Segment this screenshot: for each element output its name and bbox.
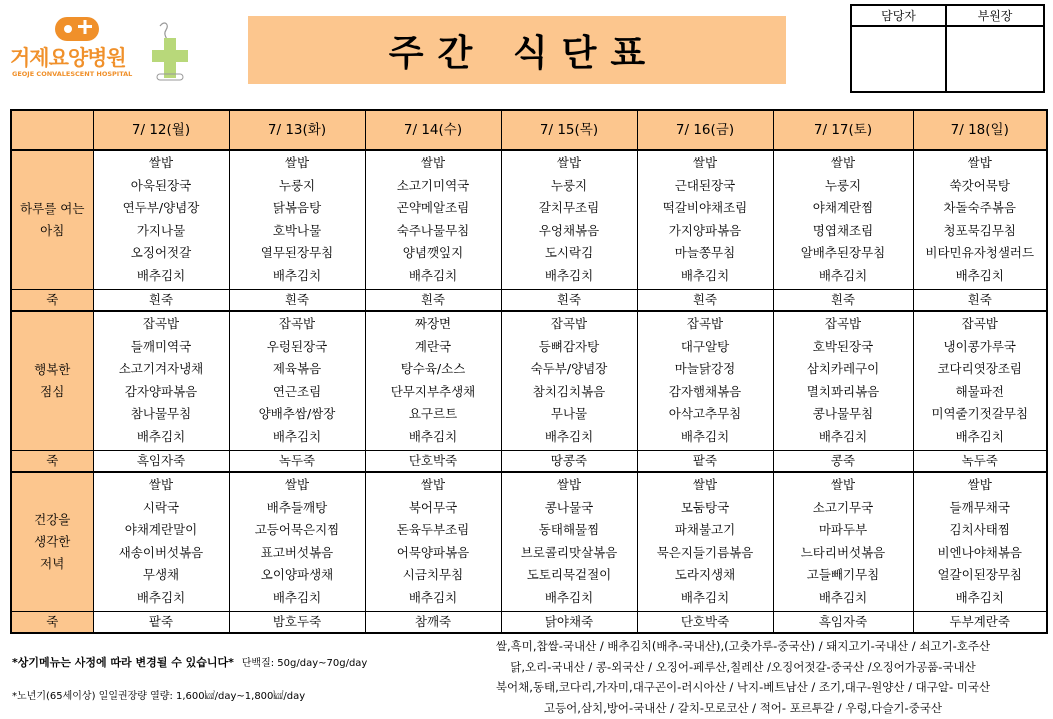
- approval-manager-sign: [851, 26, 946, 92]
- origin-line: 닭,오리-국내산 / 콩-외국산 / 오징어-페루산,칠레산 /오징어젓갈-중국산 /오징어가공품-국내산: [510, 659, 976, 674]
- breakfast-juk-cell: 흰죽: [913, 290, 1047, 312]
- menu-item: 쑥갓어묵탕: [949, 177, 1010, 193]
- dinner-juk-cell: 두부계란죽: [913, 612, 1047, 634]
- menu-item: 오징어젓갈: [130, 245, 192, 260]
- menu-item: 쌀밥: [420, 477, 446, 492]
- menu-item: 소고기무국: [812, 499, 874, 515]
- approval-deputy-label: 부원장: [946, 5, 1044, 26]
- menu-item: 쌀밥: [692, 155, 718, 170]
- menu-item: 도시락김: [544, 245, 594, 260]
- lunch-label-line: 점심: [40, 384, 65, 399]
- menu-item: 연두부/양념장: [122, 200, 200, 215]
- breakfast-menu-cell: [773, 150, 913, 290]
- menu-item: 무나물: [550, 406, 588, 421]
- menu-item: 파채불고기: [674, 522, 736, 537]
- menu-item: 양배추쌈/쌈장: [258, 406, 336, 421]
- dinner-menu-cell: [365, 472, 501, 612]
- logo-name: 거제요양병원: [10, 46, 126, 70]
- menu-item: 가지양파볶음: [668, 222, 742, 238]
- lunch-juk-cell: 팥죽: [637, 451, 773, 473]
- menu-item: 배추김치: [408, 428, 458, 444]
- lunch-menu-cell: [501, 311, 637, 451]
- menu-item: 쌀밥: [967, 155, 992, 170]
- menu-item: 해물파전: [955, 383, 1004, 399]
- dinner-juk-cell: 팥죽: [93, 612, 229, 634]
- menu-item: 모둠탕국: [680, 499, 730, 515]
- menu-item: 도라지생채: [674, 567, 736, 582]
- breakfast-juk-cell: 흰죽: [501, 290, 637, 312]
- menu-item: 청포묵김무침: [943, 222, 1016, 238]
- breakfast-menu-cell: [637, 150, 773, 290]
- breakfast-juk-cell: 흰죽: [229, 290, 365, 312]
- menu-item: 시락국: [142, 499, 180, 515]
- menu-item: 배추김치: [818, 267, 868, 283]
- menu-item: 잡곡밥: [824, 316, 862, 331]
- approval-deputy-sign: [946, 26, 1044, 92]
- hospital-logo: [8, 10, 188, 80]
- weekly-menu-table: [10, 109, 1048, 634]
- menu-item: 배추김치: [408, 589, 458, 605]
- day-header: 7/ 13(화): [229, 110, 365, 150]
- menu-item: 배추김치: [955, 267, 1004, 283]
- lunch-menu-cell: [637, 311, 773, 451]
- menu-item: 잡곡밥: [961, 316, 998, 331]
- menu-item: 돈육두부조림: [396, 522, 470, 537]
- breakfast-juk-cell: 흰죽: [773, 290, 913, 312]
- day-header: 7/ 12(월): [93, 110, 229, 150]
- breakfast-juk-row: [11, 290, 1047, 312]
- menu-item: 쌀밥: [556, 155, 582, 170]
- menu-item: 양념깻잎지: [402, 245, 464, 260]
- menu-item: 가지나물: [136, 222, 186, 238]
- dinner-menu-cell: [229, 472, 365, 612]
- menu-item: 코다리엿장조림: [937, 361, 1023, 376]
- dinner-juk-row: [11, 612, 1047, 634]
- header-corner: [11, 110, 93, 150]
- cross-icon: [148, 18, 194, 88]
- menu-item: 누룽지: [278, 177, 316, 193]
- menu-item: 쌀밥: [830, 155, 856, 170]
- notes: [12, 654, 432, 702]
- dinner-juk-cell: 닭야채죽: [501, 612, 637, 634]
- dinner-label-line: 저녁: [40, 556, 65, 571]
- menu-item: 닭볶음탕: [272, 200, 322, 215]
- protein-note: 단백질: 50g/day~70g/day: [241, 658, 368, 669]
- menu-item: 마늘쫑무침: [674, 245, 736, 260]
- menu-item: 알배추된장무침: [800, 245, 886, 260]
- menu-item: 짜장면: [414, 316, 452, 331]
- change-notice: *상기메뉴는 사정에 따라 변경될 수 있습니다*: [12, 656, 234, 669]
- dinner-menu-cell: [913, 472, 1047, 612]
- menu-item: 마늘닭강정: [674, 361, 736, 376]
- breakfast-label-line: 하루를 여는: [20, 201, 85, 216]
- dinner-label-line: 생각한: [34, 534, 71, 549]
- lunch-juk-label: 죽: [11, 451, 93, 473]
- menu-item: 우렁된장국: [266, 338, 328, 354]
- menu-item: 갈치무조림: [538, 200, 600, 215]
- menu-item: 소고기겨자냉채: [118, 361, 204, 376]
- menu-item: 묵은지들기름볶음: [656, 544, 754, 560]
- menu-item: 배추김치: [272, 267, 322, 283]
- origin-line: 북어채,동태,코다리,가자미,대구곤이-러시아산 / 낙지-베트남산 / 조기,대구-원양산 / 대구알- 미국산: [495, 680, 991, 694]
- breakfast-row: [11, 150, 1047, 290]
- menu-item: 어묵양파볶음: [396, 544, 470, 560]
- menu-item: 마파두부: [818, 522, 868, 537]
- menu-item: 얼갈이된장무침: [937, 567, 1023, 582]
- menu-item: 잡곡밥: [142, 316, 180, 331]
- logo-subtitle: GEOJE CONVALESCENT HOSPITAL: [12, 70, 133, 78]
- breakfast-juk-cell: 흰죽: [93, 290, 229, 312]
- menu-item: 명엽채조림: [812, 222, 874, 238]
- menu-item: 야채계란찜: [812, 200, 874, 215]
- dinner-row: [11, 472, 1047, 612]
- menu-item: 미역줄기젓갈무침: [931, 406, 1029, 421]
- lunch-menu-cell: [773, 311, 913, 451]
- menu-item: 쌀밥: [284, 477, 310, 492]
- menu-item: 비엔나야채볶음: [937, 544, 1023, 560]
- menu-item: 참나물무침: [130, 406, 192, 421]
- menu-item: 오이양파생채: [260, 567, 334, 582]
- day-header: 7/ 18(일): [913, 110, 1047, 150]
- logo-badge-icon: [54, 14, 100, 44]
- menu-item: 소고기미역국: [396, 177, 470, 193]
- menu-item: 탕수육/소스: [400, 361, 466, 376]
- dinner-label: [11, 472, 93, 612]
- dinner-label-line: 건강을: [34, 512, 71, 527]
- menu-item: 대구알탕: [680, 338, 730, 354]
- menu-item: 배추김치: [680, 589, 730, 605]
- menu-item: 배추김치: [955, 428, 1004, 444]
- menu-item: 도토리묵겉절이: [526, 567, 612, 582]
- lunch-menu-cell: [93, 311, 229, 451]
- lunch-juk-row: [11, 451, 1047, 473]
- approval-box: [850, 4, 1045, 93]
- menu-item: 고들빼기무침: [806, 567, 880, 582]
- menu-item: 떡갈비야채조림: [662, 200, 748, 215]
- menu-item: 아삭고추무침: [668, 406, 742, 421]
- menu-item: 브로콜리맛살볶음: [520, 544, 618, 560]
- menu-item: 계란국: [414, 338, 452, 354]
- origin-line: 쌀,흑미,찹쌀-국내산 / 배추김치(배추-국내산),(고춧가루-중국산) / 돼지고기-국내산 / 쇠고기-호주산: [495, 639, 991, 653]
- menu-item: 야채계란말이: [124, 522, 198, 537]
- menu-item: 배추김치: [544, 267, 594, 283]
- lunch-juk-cell: 콩죽: [773, 451, 913, 473]
- lunch-juk-cell: 녹두죽: [913, 451, 1047, 473]
- menu-item: 배추김치: [544, 589, 594, 605]
- menu-item: 동태해물찜: [538, 522, 600, 537]
- menu-item: 연근조림: [272, 383, 322, 399]
- menu-item: 호박된장국: [812, 338, 874, 354]
- menu-item: 쌀밥: [967, 477, 992, 492]
- menu-item: 비타민유자청샐러드: [925, 245, 1035, 260]
- dinner-menu-cell: [93, 472, 229, 612]
- menu-item: 곤약메알조림: [396, 200, 470, 215]
- menu-item: 감자햄채볶음: [668, 383, 742, 399]
- menu-item: 숙두부/양념장: [530, 361, 608, 376]
- breakfast-label: [11, 150, 93, 290]
- breakfast-juk-cell: 흰죽: [365, 290, 501, 312]
- dinner-juk-label: 죽: [11, 612, 93, 634]
- menu-item: 등뼈감자탕: [538, 338, 600, 354]
- title-banner: [248, 16, 786, 84]
- menu-item: 콩나물무침: [812, 406, 874, 421]
- origin-info: [436, 636, 1050, 718]
- breakfast-menu-cell: [365, 150, 501, 290]
- dinner-juk-cell: 단호박죽: [637, 612, 773, 634]
- menu-item: 무생채: [142, 567, 180, 582]
- menu-item: 누룽지: [550, 177, 588, 193]
- day-header-row: [11, 110, 1047, 150]
- menu-item: 누룽지: [824, 177, 862, 193]
- breakfast-menu-cell: [93, 150, 229, 290]
- menu-item: 호박나물: [272, 222, 322, 238]
- menu-item: 아욱된장국: [130, 177, 192, 193]
- menu-item: 배추김치: [136, 589, 186, 605]
- breakfast-juk-cell: 흰죽: [637, 290, 773, 312]
- breakfast-label-line: 아침: [40, 223, 65, 238]
- menu-item: 새송이버섯볶음: [118, 544, 204, 560]
- day-header: 7/ 17(토): [773, 110, 913, 150]
- dinner-juk-cell: 밤호두죽: [229, 612, 365, 634]
- menu-item: 단무지부추생채: [390, 383, 476, 399]
- lunch-label: [11, 311, 93, 451]
- lunch-menu-cell: [913, 311, 1047, 451]
- dinner-juk-cell: 흑임자죽: [773, 612, 913, 634]
- menu-item: 김치사태찜: [949, 522, 1010, 537]
- menu-item: 열무된장무침: [260, 245, 334, 260]
- menu-item: 들깨무채국: [949, 499, 1010, 515]
- menu-item: 요구르트: [408, 406, 458, 421]
- menu-item: 배추김치: [136, 428, 186, 444]
- menu-item: 시금치무침: [402, 567, 464, 582]
- dinner-menu-cell: [637, 472, 773, 612]
- calorie-note: *노년기(65세이상) 일일권장량 열량: 1,600㎉/day~1,800㎉/day: [12, 691, 306, 702]
- menu-item: 냉이콩가루국: [943, 338, 1016, 354]
- menu-item: 고등어묵은지찜: [254, 522, 340, 537]
- menu-item: 배추김치: [408, 267, 458, 283]
- breakfast-menu-cell: [229, 150, 365, 290]
- lunch-juk-cell: 녹두죽: [229, 451, 365, 473]
- menu-item: 배추김치: [955, 589, 1004, 605]
- lunch-row: [11, 311, 1047, 451]
- menu-item: 쌀밥: [284, 155, 310, 170]
- breakfast-juk-label: 죽: [11, 290, 93, 312]
- lunch-menu-cell: [365, 311, 501, 451]
- menu-item: 느타리버섯볶음: [800, 544, 886, 560]
- menu-item: 근대된장국: [674, 177, 736, 193]
- menu-item: 차돌숙주볶음: [943, 200, 1016, 215]
- day-header: 7/ 16(금): [637, 110, 773, 150]
- menu-item: 북어무국: [408, 499, 458, 515]
- menu-item: 잡곡밥: [686, 316, 724, 331]
- page-title: 주간 식단표: [388, 32, 660, 74]
- menu-item: 쌀밥: [420, 155, 446, 170]
- menu-item: 쌀밥: [148, 477, 174, 492]
- lunch-juk-cell: 땅콩죽: [501, 451, 637, 473]
- lunch-label-line: 행복한: [34, 362, 71, 377]
- menu-item: 표고버섯볶음: [260, 544, 334, 560]
- dinner-menu-cell: [501, 472, 637, 612]
- origin-line: 고등어,삼치,방어-국내산 / 갈치-모로코산 / 적어- 포르투갈 / 우렁,다슬기-중국산: [543, 700, 943, 715]
- menu-item: 우엉채볶음: [538, 222, 600, 238]
- menu-item: 배추들깨탕: [266, 499, 328, 515]
- lunch-juk-cell: 흑임자죽: [93, 451, 229, 473]
- menu-item: 쌀밥: [148, 155, 174, 170]
- breakfast-menu-cell: [501, 150, 637, 290]
- menu-item: 콩나물국: [544, 499, 594, 515]
- menu-item: 배추김치: [544, 428, 594, 444]
- menu-item: 쌀밥: [692, 477, 718, 492]
- menu-item: 들깨미역국: [130, 338, 192, 354]
- lunch-menu-cell: [229, 311, 365, 451]
- menu-item: 쌀밥: [556, 477, 582, 492]
- day-header: 7/ 14(수): [365, 110, 501, 150]
- menu-item: 배추김치: [818, 428, 868, 444]
- menu-item: 참치김치볶음: [532, 383, 606, 399]
- dinner-menu-cell: [773, 472, 913, 612]
- menu-item: 잡곡밥: [278, 316, 316, 331]
- menu-item: 배추김치: [272, 428, 322, 444]
- lunch-juk-cell: 단호박죽: [365, 451, 501, 473]
- menu-item: 배추김치: [818, 589, 868, 605]
- menu-item: 쌀밥: [830, 477, 856, 492]
- menu-item: 삼치카레구이: [806, 361, 880, 376]
- menu-item: 제육볶음: [272, 361, 322, 376]
- menu-item: 배추김치: [272, 589, 322, 605]
- menu-item: 감자양파볶음: [124, 383, 198, 399]
- menu-item: 배추김치: [680, 267, 730, 283]
- day-header: 7/ 15(목): [501, 110, 637, 150]
- menu-item: 멸치꽈리볶음: [806, 383, 880, 399]
- menu-item: 배추김치: [680, 428, 730, 444]
- breakfast-menu-cell: [913, 150, 1047, 290]
- approval-manager-label: 담당자: [851, 5, 946, 26]
- dinner-juk-cell: 참깨죽: [365, 612, 501, 634]
- menu-item: 잡곡밥: [550, 316, 588, 331]
- menu-item: 숙주나물무침: [396, 222, 470, 238]
- menu-item: 배추김치: [136, 267, 186, 283]
